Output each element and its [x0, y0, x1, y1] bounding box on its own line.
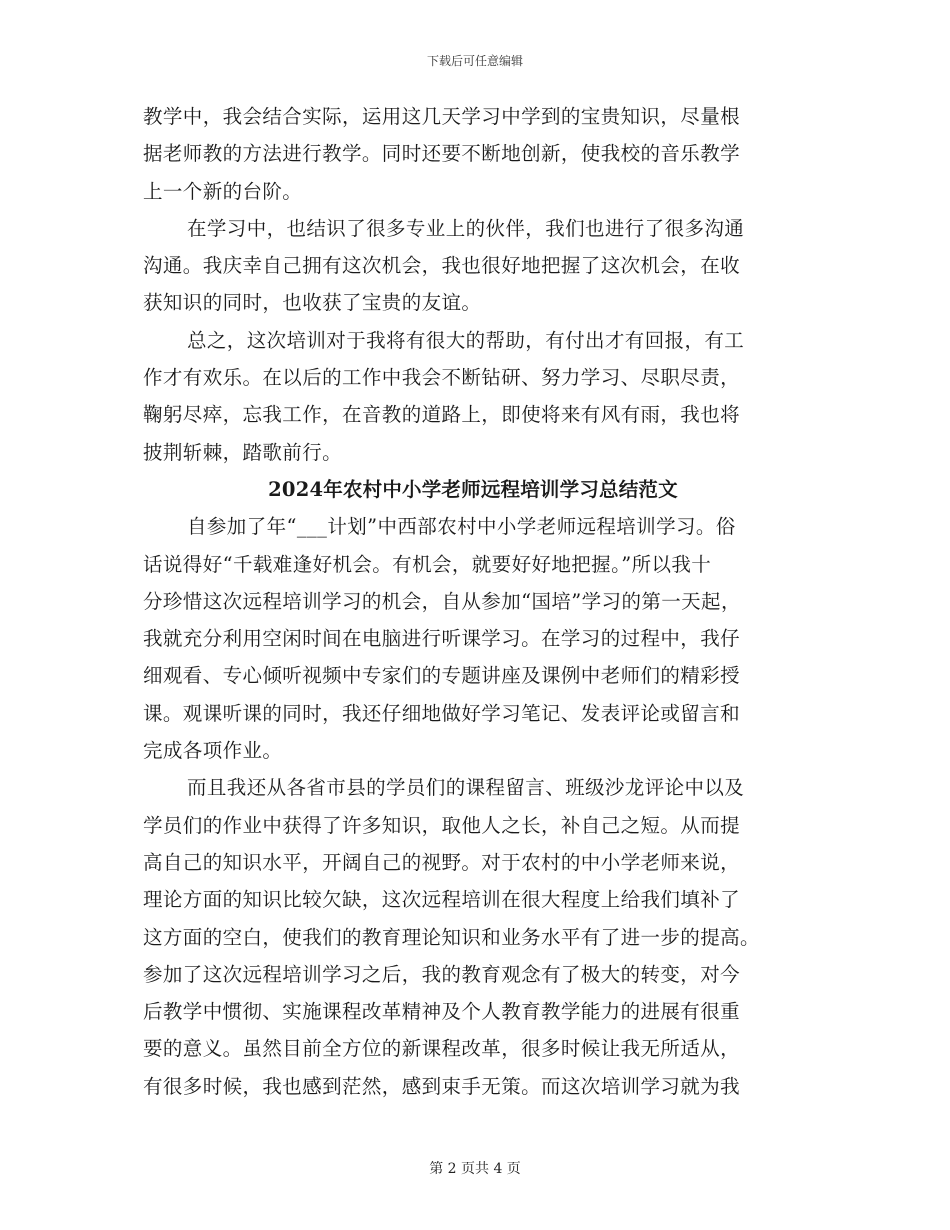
page-footer: 第 2 页共 4 页 [429, 1161, 521, 1177]
text-line: 细观看、专心倾听视频中专家们的专题讲座及课例中老师们的精彩授 [143, 664, 741, 688]
text-line: 沟通。我庆幸自己拥有这次机会，我也很好地把握了这次机会，在收 [143, 254, 741, 278]
text-line: 自参加了年“___计划”中西部农村中小学老师远程培训学习。俗 [187, 515, 736, 539]
text-line: 课。观课听课的同时，我还仔细地做好学习笔记、发表评论或留言和 [143, 701, 741, 725]
text-line: 高自己的知识水平，开阔自己的视野。对于农村的中小学老师来说， [143, 850, 741, 874]
text-line: 作才有欢乐。在以后的工作中我会不断钻研、努力学习、尽职尽责， [143, 366, 741, 390]
document-body [143, 98, 803, 1105]
text-line: 完成各项作业。 [143, 739, 283, 763]
text-line: 这方面的空白，使我们的教育理论知识和业务水平有了进一步的提高。 [143, 925, 760, 949]
text-line: 参加了这次远程培训学习之后，我的教育观念有了极大的转变，对今 [143, 962, 741, 986]
section-title: 2024年农村中小学老师远程培训学习总结范文 [268, 477, 678, 501]
text-line: 在学习中，也结识了很多专业上的伙伴，我们也进行了很多沟通 [187, 216, 745, 240]
text-line: 学员们的作业中获得了许多知识，取他人之长，补自己之短。从而提 [143, 813, 741, 837]
text-line: 总之，这次培训对于我将有很大的帮助，有付出才有回报，有工 [187, 328, 745, 352]
text-line: 据老师教的方法进行教学。同时还要不断地创新，使我校的音乐教学 [143, 142, 741, 166]
text-line: 我就充分利用空闲时间在电脑进行听课学习。在学习的过程中，我仔 [143, 627, 741, 651]
text-line: 获知识的同时，也收获了宝贵的友谊。 [143, 291, 482, 315]
text-line: 教学中，我会结合实际，运用这几天学习中学到的宝贵知识，尽量根 [143, 105, 741, 128]
page-header: 下载后可任意编辑 [426, 54, 523, 68]
text-line: 上一个新的台阶。 [143, 179, 303, 203]
text-line: 理论方面的知识比较欠缺，这次远程培训在很大程度上给我们填补了 [143, 888, 741, 912]
text-line: 分珍惜这次远程培训学习的机会，自从参加“国培”学习的第一天起， [143, 589, 741, 613]
text-line: 要的意义。虽然目前全方位的新课程改革，很多时候让我无所适从， [143, 1037, 741, 1061]
text-line: 鞠躬尽瘁，忘我工作，在音教的道路上，即使将来有风有雨，我也将 [143, 403, 741, 427]
text-line: 有很多时候，我也感到茫然，感到束手无策。而这次培训学习就为我 [143, 1074, 741, 1098]
text-line: 而且我还从各省市县的学员们的课程留言、班级沙龙评论中以及 [187, 776, 745, 800]
text-line: 后教学中惯彻、实施课程改革精神及个人教育教学能力的进展有很重 [143, 1000, 741, 1024]
text-line: 话说得好“千载难逢好机会。有机会，就要好好地把握。”所以我十 [143, 552, 712, 576]
text-line: 披荆斩棘，踏歌前行。 [143, 440, 343, 464]
